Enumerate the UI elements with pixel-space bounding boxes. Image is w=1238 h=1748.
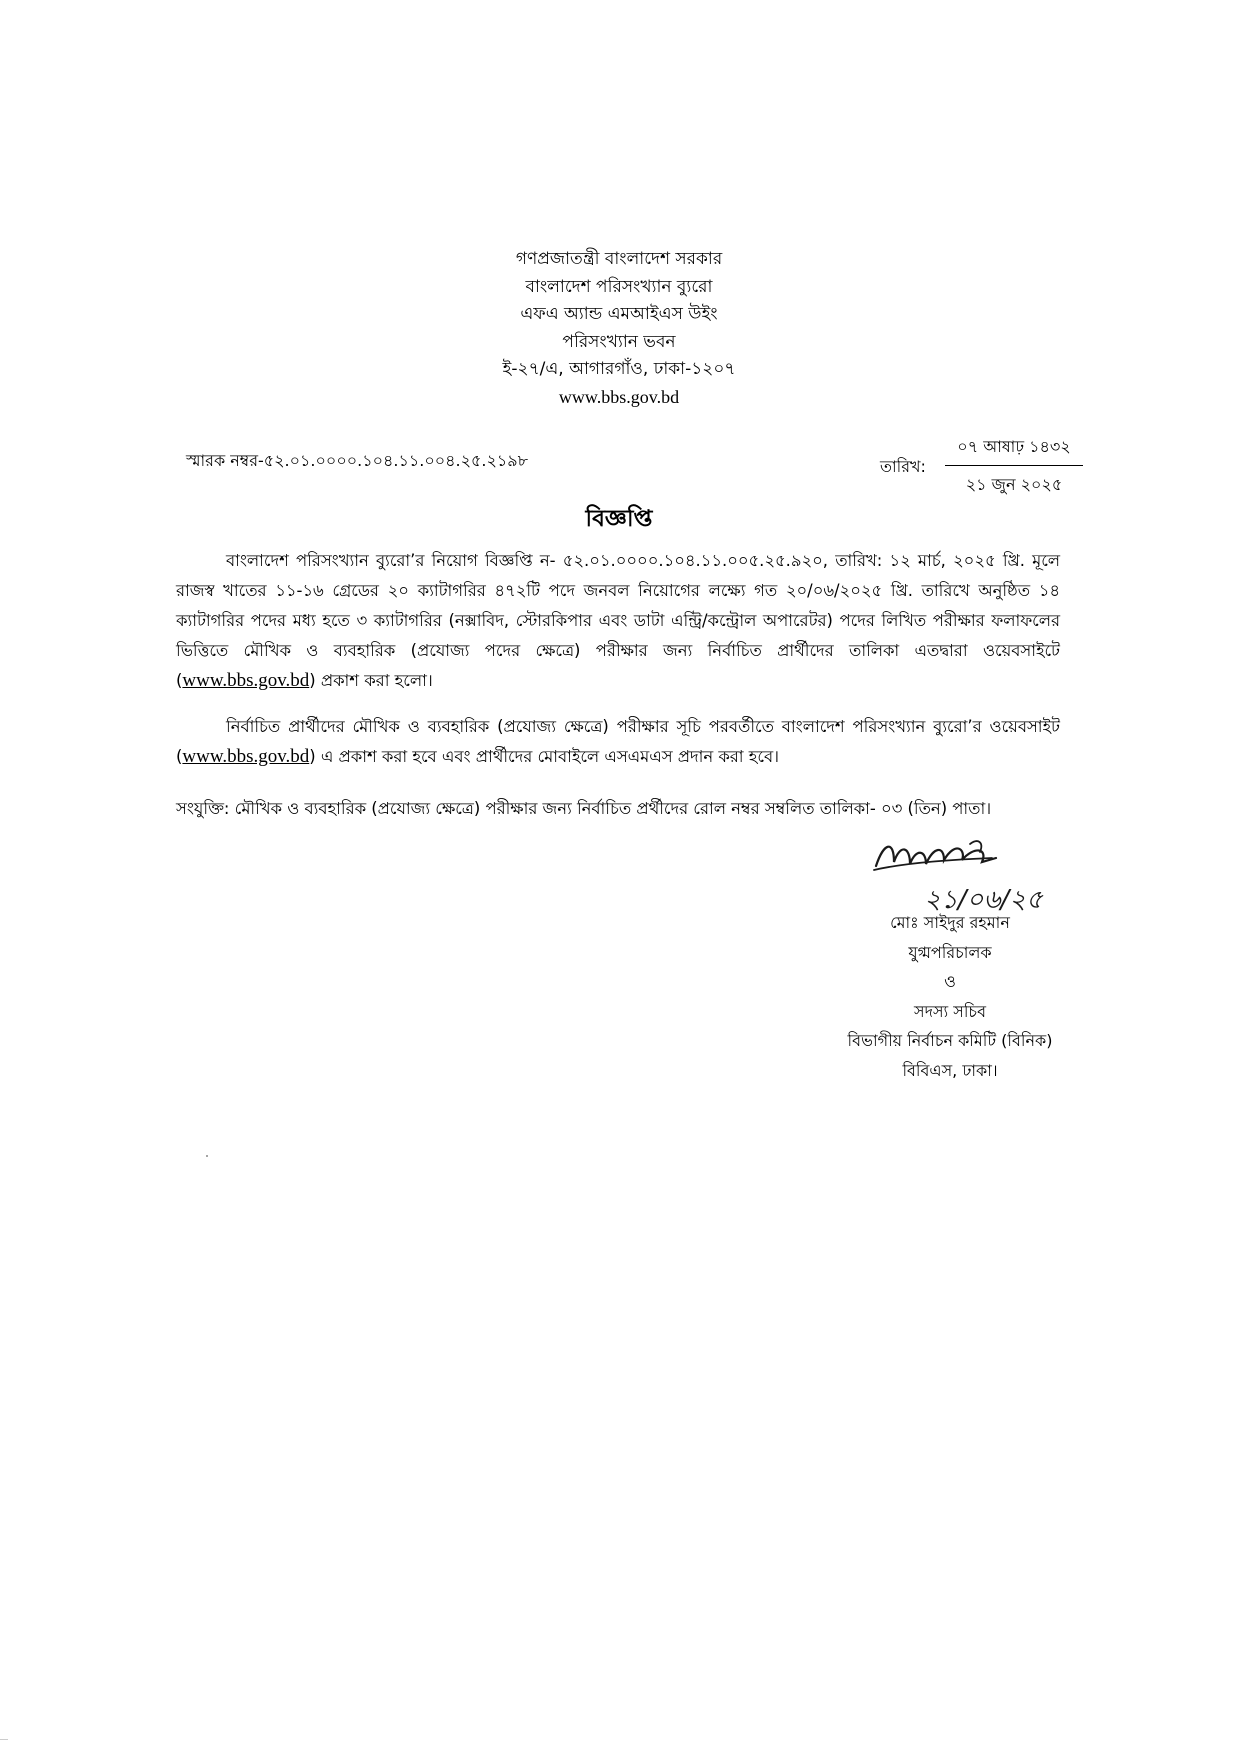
memo-number: স্মারক নম্বর-৫২.০১.০০০০.১০৪.১১.০০৪.২৫.২১৯৮ — [186, 451, 529, 470]
website-link[interactable]: www.bbs.gov.bd — [558, 386, 680, 407]
website-link[interactable]: www.bbs.gov.bd — [182, 746, 310, 767]
scan-speck — [206, 1155, 208, 1157]
date-gregorian: ২১ জুন ২০২৫ — [965, 475, 1063, 494]
building-name: পরিসংখ্যান ভবন — [562, 331, 676, 352]
signatory-role: সদস্য সচিব — [914, 1001, 986, 1021]
signature-date: ২১/০৬/২৫ — [924, 885, 1043, 915]
signatory-conjunction: ও — [944, 972, 956, 991]
paragraph-schedule — [176, 712, 1060, 772]
wing-name: এফএ অ্যান্ড এমআইএস উইং — [520, 304, 718, 324]
paragraph-schedule-end: ) এ প্রকাশ করা হবে এবং প্রার্থীদের মোবাইলে এসএমএস প্রদান করা হবে। — [309, 747, 779, 766]
date-values — [945, 434, 1083, 499]
signatory-office: বিবিএস, ঢাকা। — [902, 1060, 998, 1080]
scan-mark — [0, 1739, 8, 1740]
paragraph-main — [176, 546, 1060, 696]
date-bangla: ০৭ আষাঢ় ১৪৩২ — [945, 434, 1083, 466]
date-label: তারিখ: — [880, 457, 926, 476]
paragraph-main-text: বাংলাদেশ পরিসংখ্যান ব্যুরো’র নিয়োগ বিজ্ঞপ্তি ন- ৫২.০১.০০০০.১০৪.১১.০০৫.২৫.৯২০, তারিখ: ১২ মার্চ, ২০২৫ খ্রি. মূলে রাজস্ব খাতের ১১-১৬ গ্রেডের ২০ ক্যাটাগরির ৪৭২টি পদে জনবল নিয়োগের লক্ষ্যে গত ২০/০৬/২০২৫ খ্রি. তারিখে অনুষ্ঠিত ১৪ ক্যাটাগরির পদের মধ্য হতে ৩ ক্যাটাগরির (নক্সাবিদ, স্টোরকিপার এবং ডাটা এন্ট্রি/কন্ট্রোল অপারেটর) পদের লিখিত পরীক্ষার ফলাফলের ভিত্তিতে মৌখিক ও ব্যবহারিক (প্রযোজ্য পদের ক্ষেত্রে) পরীক্ষার জন্য নির্বাচিত প্রার্থীদের তালিকা এতদ্বারা ওয়েবসাইটে ( — [176, 551, 1060, 690]
signatory-committee: বিভাগীয় নির্বাচন কমিটি (বিনিক) — [847, 1031, 1053, 1050]
signatory — [800, 908, 1100, 1085]
signatory-designation: যুগ্মপরিচালক — [908, 942, 992, 962]
paragraph-schedule-text: নির্বাচিত প্রার্থীদের মৌখিক ও ব্যবহারিক (প্রযোজ্য ক্ষেত্রে) পরীক্ষার সূচি পরবর্তীতে বাংলাদেশ পরিসংখ্যান ব্যুরো’র ওয়েবসাইট ( — [176, 717, 1060, 766]
paragraph-main-end: ) প্রকাশ করা হলো। — [309, 671, 433, 690]
government-name: গণপ্রজাতন্ত্রী বাংলাদেশ সরকার — [515, 249, 723, 269]
address: ই-২৭/এ, আগারগাঁও, ঢাকা-১২০৭ — [502, 359, 736, 379]
attachment-note: সংযুক্তি: মৌখিক ও ব্যবহারিক (প্রযোজ্য ক্ষেত্রে) পরীক্ষার জন্য নির্বাচিত প্রর্থীদের রোল নম্বর সম্বলিত তালিকা- ০৩ (তিন) পাতা। — [176, 799, 992, 818]
letterhead — [0, 246, 1238, 411]
signatory-name: মোঃ সাইদুর রহমান — [890, 913, 1010, 932]
notice-title: বিজ্ঞপ্তি — [585, 506, 653, 532]
website-link[interactable]: www.bbs.gov.bd — [182, 670, 310, 691]
bureau-name: বাংলাদেশ পরিসংখ্যান ব্যুরো — [525, 276, 713, 297]
